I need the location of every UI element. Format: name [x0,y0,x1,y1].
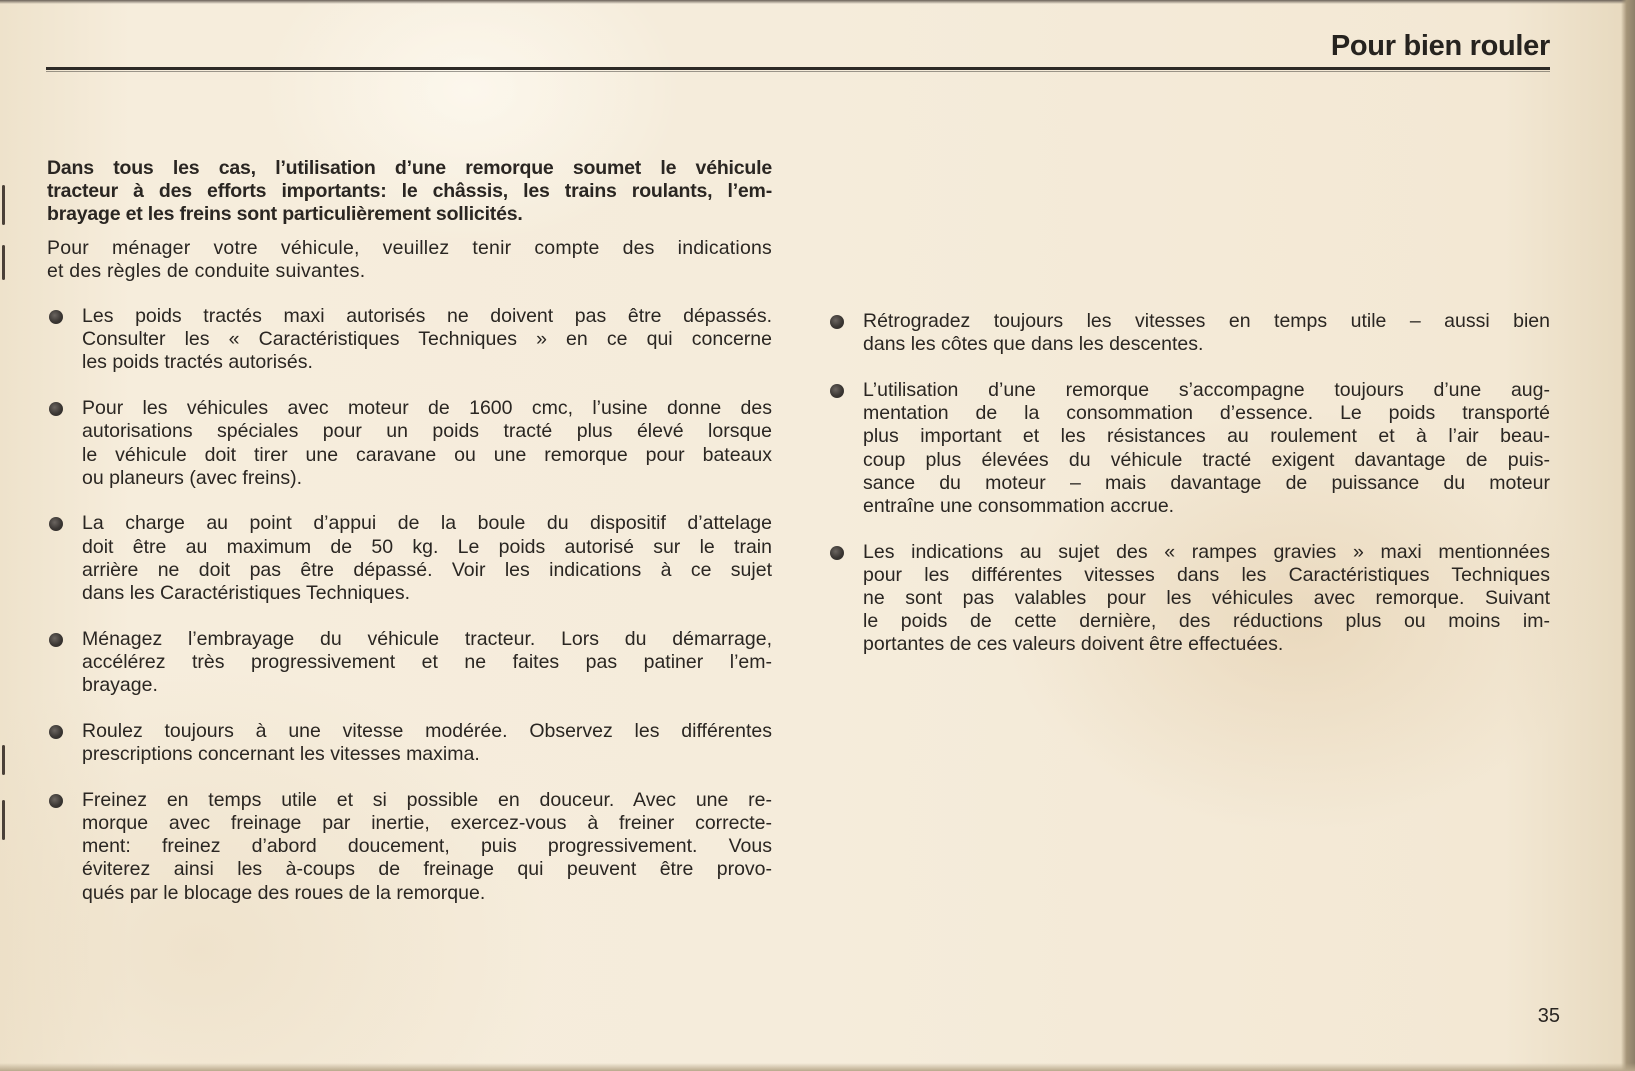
text-line: ment: freinez d’abord doucement, puis progressivement. Vous [82,835,772,858]
scan-mark [2,745,5,775]
bullet-item [47,789,772,905]
text-line: les poids tractés autorisés. [82,351,313,374]
bullet-item [47,628,772,698]
intro-bold-paragraph [47,157,772,227]
text-line: arrière ne doit pas être dépassé. Voir les indications à ce sujet [82,558,772,581]
bullet-icon [830,315,844,329]
text-line: Consulter les « Caractéristiques Techniques » en ce qui concerne [82,328,772,351]
text-line: accélérez très progressivement et ne faites pas patiner l’em- [82,650,772,673]
text-line: tracteur à des efforts importants: le châssis, les trains roulants, l’em- [47,180,772,203]
scan-mark [2,800,5,840]
text-line: le véhicule doit tirer une caravane ou une remorque pour bateaux [82,443,772,466]
header-rule-shadow [46,71,1550,72]
page-binding-edge [1621,0,1635,1071]
text-line: mentation de la consommation d’essence. Le poids transporté [863,402,1550,425]
left-column [47,157,772,927]
right-column [828,310,1550,679]
text-line: Dans tous les cas, l’utilisation d’une remorque soumet le véhicule [47,157,772,179]
text-line: Pour ménager votre véhicule, veuillez tenir compte des indications [47,236,772,259]
section-title: Pour bien rouler [1330,30,1550,62]
bullet-item [47,397,772,490]
text-line: La charge au point d’appui de la boule du dispositif d’attelage [82,512,772,535]
text-line: portantes de ces valeurs doivent être effectuées. [863,633,1284,656]
bullet-icon [49,310,63,324]
bullet-item [828,379,1550,518]
text-line: brayage et les freins sont particulièrement sollicités. [47,203,523,226]
text-line: doit être au maximum de 50 kg. Le poids autorisé sur le train [82,535,772,558]
text-line: Les poids tractés maxi autorisés ne doivent pas être dépassés. [82,305,772,328]
intro-paragraph [47,237,772,283]
bullet-icon [49,633,63,647]
bullet-item [828,541,1550,657]
text-line: Rétrogradez toujours les vitesses en temps utile – aussi bien [863,310,1550,332]
bullet-icon [49,402,63,416]
text-line: prescriptions concernant les vitesses maxima. [82,743,480,766]
text-line: L’utilisation d’une remorque s’accompagne toujours d’une aug- [863,378,1550,401]
bullet-item [47,305,772,375]
text-line: éviterez ainsi les à-coups de freinage qui peuvent être provo- [82,858,772,881]
page-bottom-edge [0,1063,1635,1071]
scan-mark [2,245,5,280]
header-rule [46,67,1550,70]
text-line: Freinez en temps utile et si possible en douceur. Avec une re- [82,788,772,811]
text-line: brayage. [82,674,158,697]
page-top-edge [0,0,1635,4]
scan-mark [2,185,5,225]
text-line: Ménagez l’embrayage du véhicule tracteur. Lors du démarrage, [82,627,772,650]
text-line: dans les Caractéristiques Techniques. [82,582,411,605]
text-line: coup plus élevées du véhicule tracté exigent davantage de puis- [863,448,1550,471]
bullet-icon [49,725,63,739]
bullet-icon [830,546,844,560]
text-line: autorisations spéciales pour un poids tracté plus élevé lorsque [82,420,772,443]
text-line: entraîne une consommation accrue. [863,494,1175,517]
text-line: ou planeurs (avec freins). [82,466,303,489]
page-number: 35 [1537,1005,1560,1027]
text-line: Les indications au sujet des « rampes gravies » maxi mentionnées [863,540,1550,563]
text-line: dans les côtes que dans les descentes. [863,333,1204,356]
text-line: morque avec freinage par inertie, exercez-vous à freiner correcte- [82,811,772,834]
bullet-icon [830,384,844,398]
text-line: sance du moteur – mais davantage de puissance du moteur [863,471,1550,494]
bullet-item [828,310,1550,356]
text-line: Pour les véhicules avec moteur de 1600 cmc, l’usine donne des [82,397,772,420]
text-line: pour les différentes vitesses dans les Caractéristiques Techniques [863,563,1550,586]
text-line: Roulez toujours à une vitesse modérée. Observez les différentes [82,719,772,742]
text-line: et des règles de conduite suivantes. [47,259,366,282]
bullet-icon [49,517,63,531]
bullet-item [47,512,772,605]
bullet-item [47,720,772,766]
text-line: ne sont pas valables pour les véhicules avec remorque. Suivant [863,587,1550,610]
text-line: le poids de cette dernière, des réductions plus ou moins im- [863,610,1550,633]
text-line: qués par le blocage des roues de la remorque. [82,881,486,904]
text-line: plus important et les résistances au roulement et à l’air beau- [863,425,1550,448]
bullet-icon [49,794,63,808]
